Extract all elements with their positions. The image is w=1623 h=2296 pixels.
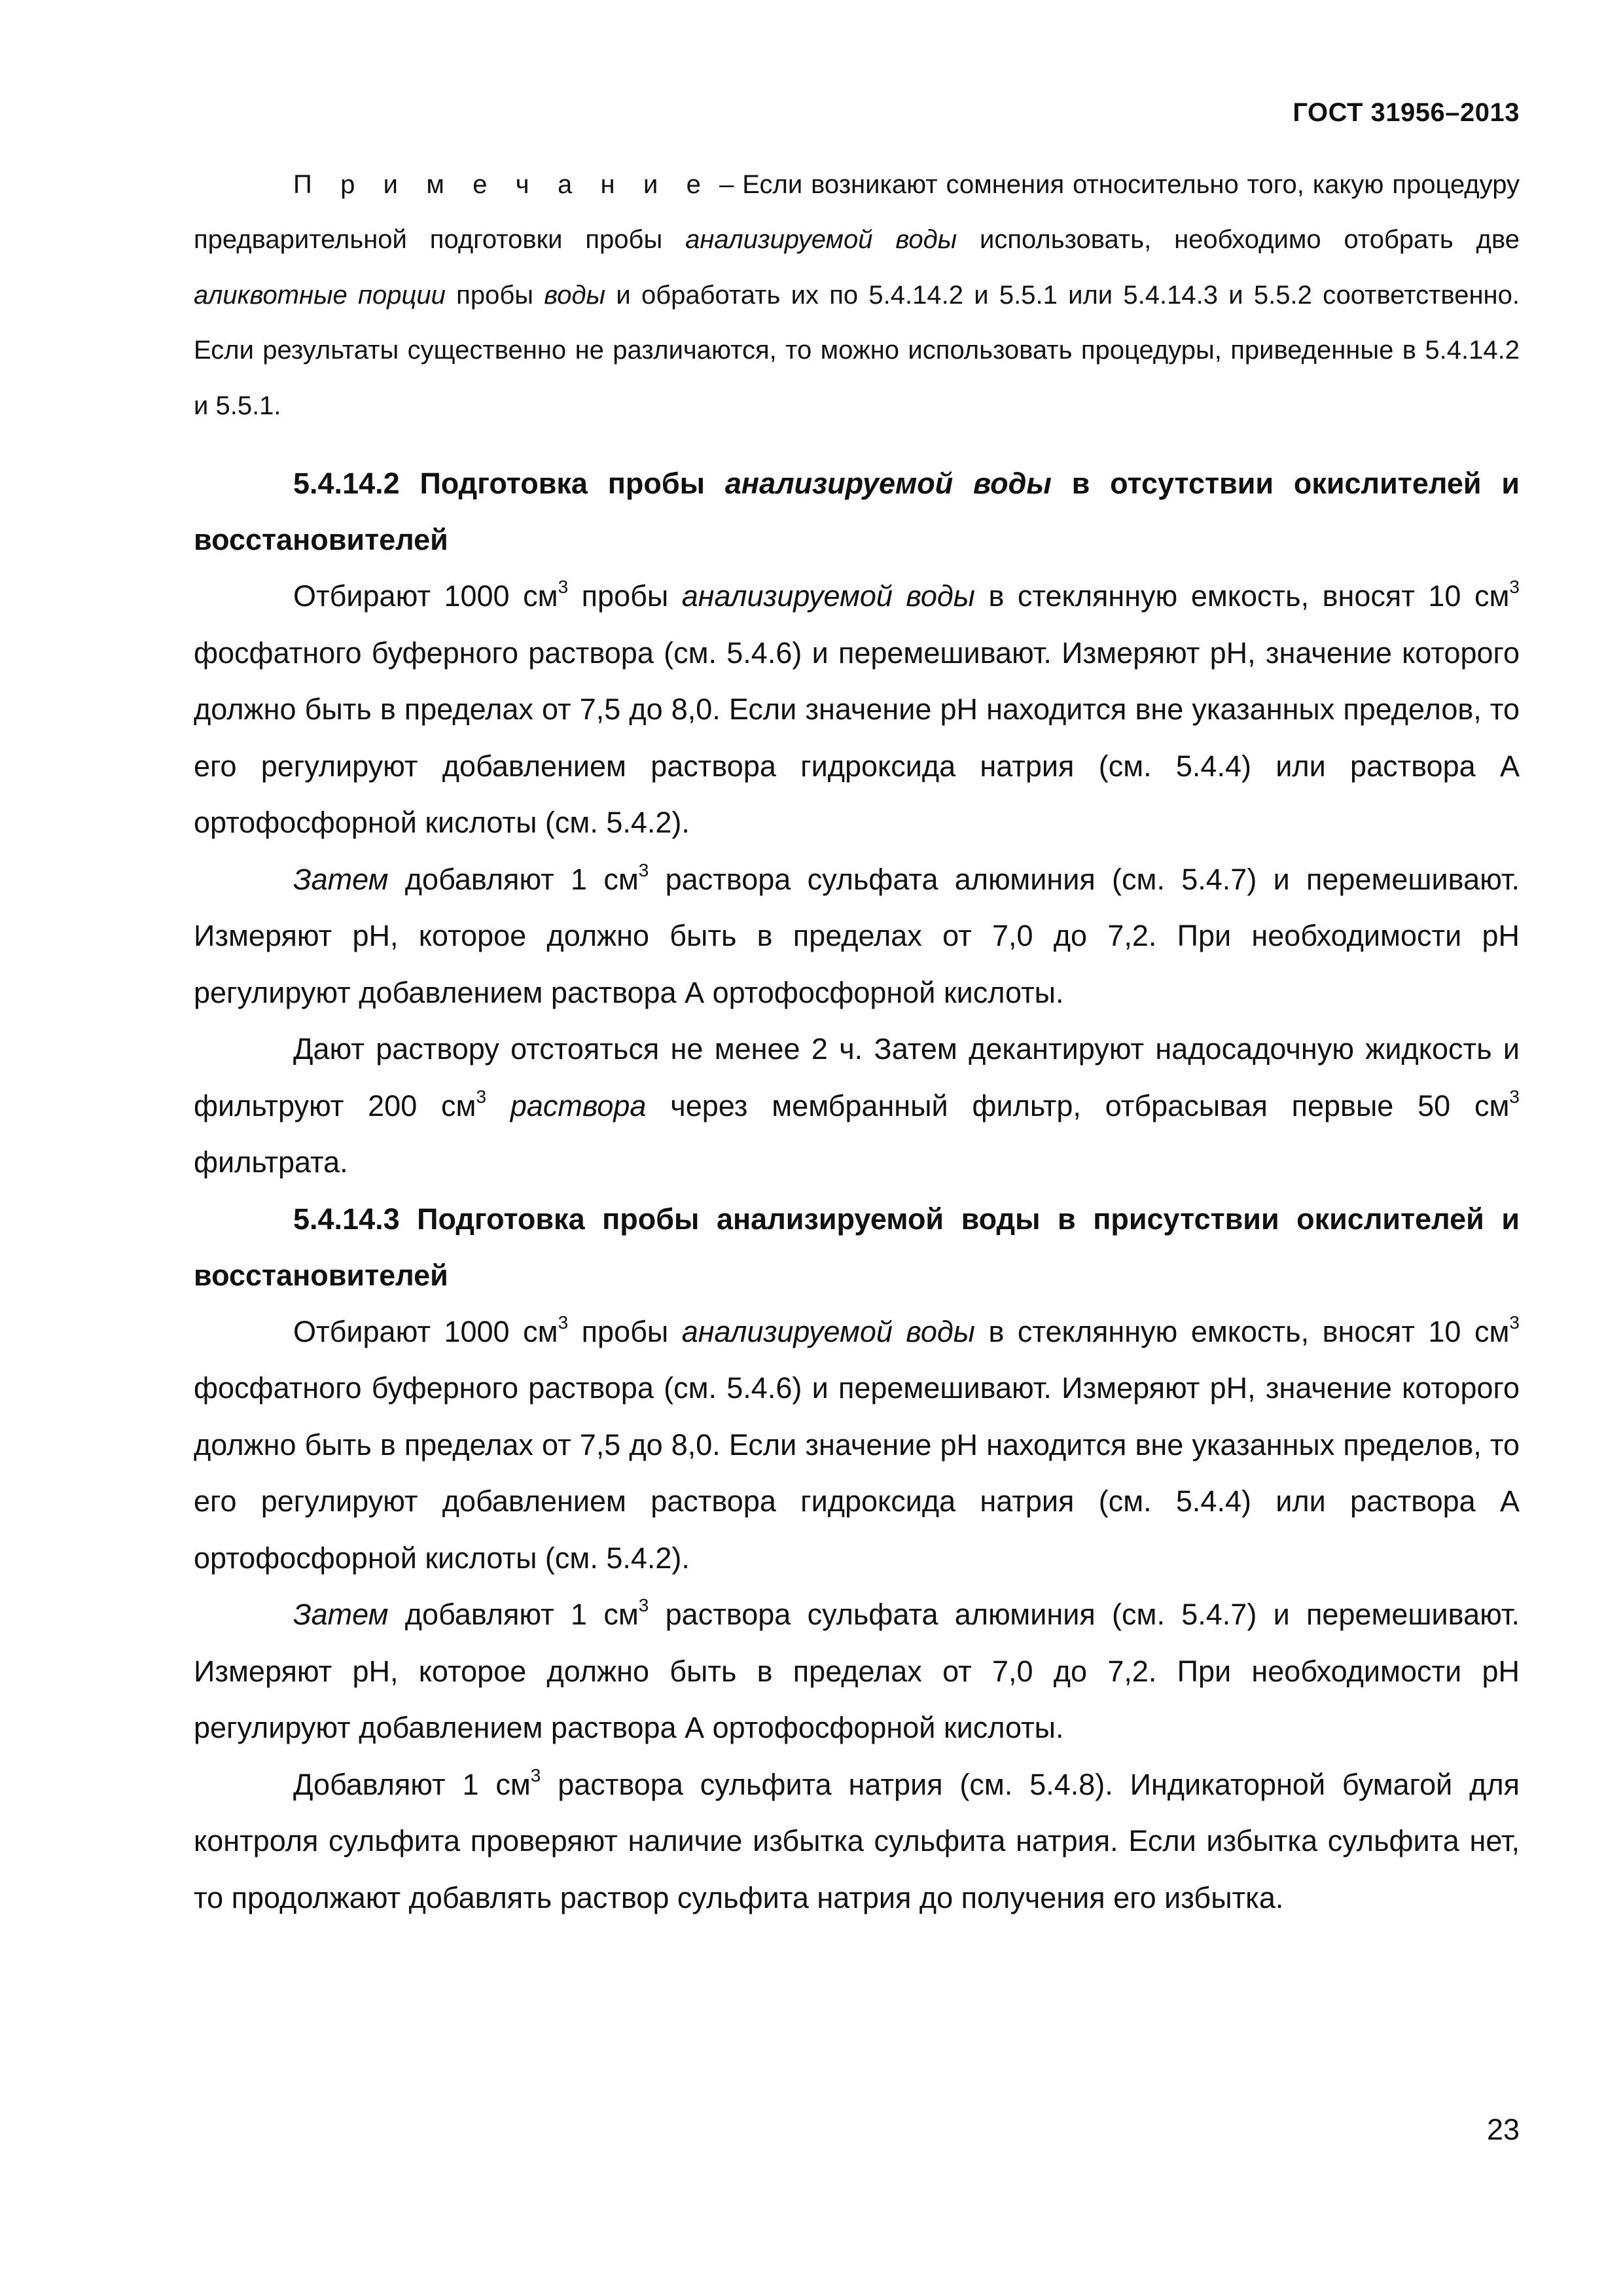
note-text: Если возникают сомнения относительно того, какую процедуру предварительной подготовки пробы bbox=[194, 170, 1520, 255]
term: раствора bbox=[510, 1088, 647, 1122]
heading-term: анализируемой воды bbox=[724, 467, 1052, 501]
document-id-header: ГОСТ 31956–2013 bbox=[1293, 98, 1520, 127]
note-dash: – bbox=[711, 170, 743, 199]
section-heading-5-4-14-3: 5.4.14.3 Подготовка пробы анализируемой воды в присутствии окислителей и восстановителей bbox=[194, 1202, 1520, 1292]
superscript: 3 bbox=[1509, 1086, 1520, 1107]
note-label: П р и м е ч а н и е bbox=[293, 170, 711, 199]
term: Затем bbox=[293, 1598, 389, 1632]
note-text: пробы bbox=[445, 280, 544, 310]
section-2-paragraph-1 bbox=[194, 568, 1520, 852]
superscript: 3 bbox=[1509, 577, 1520, 598]
note-term: анализируемой воды bbox=[685, 225, 957, 255]
page-number: 23 bbox=[1486, 2113, 1520, 2146]
text: Добавляют 1 см bbox=[293, 1767, 531, 1801]
text: фосфатного буферного раствора (см. 5.4.6) и перемешивают. Измеряют рН, значение которого должно быть в пределах от 7,5 до 8,0. Если значение рН находится вне указанных пределов, то его регулируют добавлением раствора гидроксида натрия (см. 5.4.4) или раствора А ортофосфорной кислоты (см. 5.4.2). bbox=[194, 636, 1520, 840]
text bbox=[486, 1089, 510, 1122]
section-3-paragraph-3 bbox=[194, 1757, 1520, 1927]
text: раствора сульфата алюминия (см. 5.4.7) и перемешивают. Измеряют рН, которое должно быть в пределах от 7,0 до 7,2. При необходимости рН регулируют добавлением раствора А ортофосфорной кислоты. bbox=[194, 1598, 1520, 1745]
section-2-paragraph-3 bbox=[194, 1021, 1520, 1191]
note-term: аликвотные порции bbox=[194, 280, 446, 310]
term: анализируемой воды bbox=[681, 579, 975, 613]
text: раствора сульфита натрия (см. 5.4.8). Индикаторной бумагой для контроля сульфита проверяют наличие избытка сульфита натрия. Если избытка сульфита нет, то продолжают добавлять раствор сульфита натрия до получения его избытка. bbox=[194, 1767, 1520, 1914]
section-2-paragraph-2 bbox=[194, 852, 1520, 1022]
superscript: 3 bbox=[558, 1312, 569, 1333]
text: пробы bbox=[568, 1314, 682, 1348]
text: добавляют 1 см bbox=[388, 862, 639, 896]
note-text: и обработать их по 5.4.14.2 и 5.5.1 или 5.4.14.3 и 5.5.2 соответственно. Если результаты существенно не различаются, то можно использовать процедуры, приведенные в 5.4.14.2 и 5.5.1. bbox=[194, 280, 1520, 420]
text: Дают раствору отстояться не менее 2 ч. Затем декантируют надосадочную жидкость и фильтруют 200 см bbox=[194, 1032, 1520, 1122]
superscript: 3 bbox=[558, 577, 569, 598]
text: фосфатного буферного раствора (см. 5.4.6) и перемешивают. Измеряют рН, значение которого должно быть в пределах от 7,5 до 8,0. Если значение рН находится вне указанных пределов, то его регулируют добавлением раствора гидроксида натрия (см. 5.4.4) или раствора А ортофосфорной кислоты (см. 5.4.2). bbox=[194, 1371, 1520, 1575]
superscript: 3 bbox=[476, 1086, 487, 1107]
text: пробы bbox=[568, 579, 682, 613]
note-term: воды bbox=[544, 280, 606, 310]
superscript: 3 bbox=[638, 859, 649, 880]
section-3-paragraph-1 bbox=[194, 1304, 1520, 1587]
text: через мембранный фильтр, отбрасывая первые 50 см bbox=[646, 1088, 1510, 1122]
text: Отбирают 1000 см bbox=[293, 1314, 558, 1348]
term: анализируемой воды bbox=[681, 1314, 975, 1348]
page-content bbox=[194, 157, 1520, 1926]
section-3-paragraph-2 bbox=[194, 1587, 1520, 1757]
heading-text: 5.4.14.2 Подготовка пробы bbox=[293, 467, 725, 501]
superscript: 3 bbox=[638, 1595, 649, 1616]
text: в стеклянную емкость, вносят 10 см bbox=[974, 1314, 1510, 1348]
text: добавляют 1 см bbox=[388, 1598, 639, 1632]
note-paragraph bbox=[194, 157, 1520, 433]
heading-text: в отсутствии окислителей и восстановителей bbox=[194, 467, 1520, 557]
text: раствора сульфата алюминия (см. 5.4.7) и перемешивают. Измеряют рН, которое должно быть в пределах от 7,0 до 7,2. При необходимости рН регулируют добавлением раствора А ортофосфорной кислоты. bbox=[194, 862, 1520, 1009]
text: в стеклянную емкость, вносят 10 см bbox=[974, 579, 1510, 613]
note-text: использовать, необходимо отобрать две bbox=[957, 225, 1520, 255]
text: фильтрата. bbox=[194, 1145, 348, 1179]
superscript: 3 bbox=[530, 1765, 541, 1785]
term: Затем bbox=[293, 862, 389, 896]
text: Отбирают 1000 см bbox=[293, 579, 558, 613]
superscript: 3 bbox=[1509, 1312, 1520, 1333]
section-heading-5-4-14-2 bbox=[194, 456, 1520, 568]
